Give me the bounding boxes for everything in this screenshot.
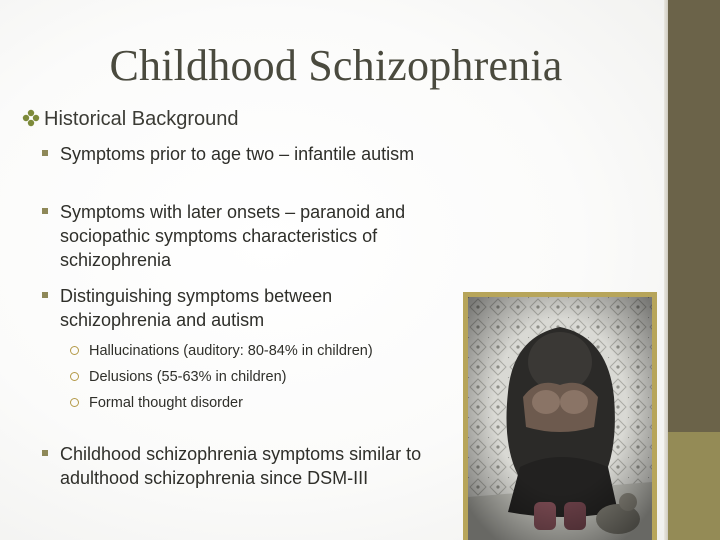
bullet-item	[42, 142, 462, 166]
bullet-item	[42, 200, 462, 272]
sub-bullet-item	[70, 393, 450, 413]
bullet-text: Childhood schizophrenia symptoms similar to adulthood schizophrenia since DSM-III	[60, 444, 422, 488]
sidebar-bottom-band	[668, 432, 720, 540]
circle-bullet-icon	[70, 398, 79, 407]
sub-bullet-item	[70, 341, 450, 361]
bullet-text: Distinguishing symptoms between schizophrenia and autism	[60, 286, 333, 330]
circle-bullet-icon	[70, 372, 79, 381]
heading-bullet	[22, 108, 239, 131]
square-bullet-icon	[42, 450, 48, 456]
bullet-item	[42, 284, 462, 332]
square-bullet-icon	[42, 150, 48, 156]
square-bullet-icon	[42, 208, 48, 214]
diamond-bullet-icon	[22, 109, 40, 127]
slide-title: Childhood Schizophrenia	[109, 41, 563, 90]
sub-bullet-text: Delusions (55-63% in children)	[89, 369, 287, 385]
bullet-item	[42, 442, 462, 490]
circle-bullet-icon	[70, 346, 79, 355]
sub-bullet-text: Formal thought disorder	[89, 395, 243, 411]
heading-text: Historical Background	[44, 108, 239, 130]
sub-bullet-text: Hallucinations (auditory: 80-84% in children)	[89, 343, 373, 359]
bullet-text: Symptoms with later onsets – paranoid and sociopathic symptoms characteristics of schizophrenia	[60, 202, 406, 270]
crying-child-photo	[468, 297, 652, 540]
photo-frame	[463, 292, 657, 540]
bullet-text: Symptoms prior to age two – infantile autism	[60, 144, 415, 164]
sidebar-top-band	[668, 0, 720, 432]
decorative-sidebar	[668, 0, 720, 540]
sub-bullet-item	[70, 367, 450, 387]
square-bullet-icon	[42, 292, 48, 298]
